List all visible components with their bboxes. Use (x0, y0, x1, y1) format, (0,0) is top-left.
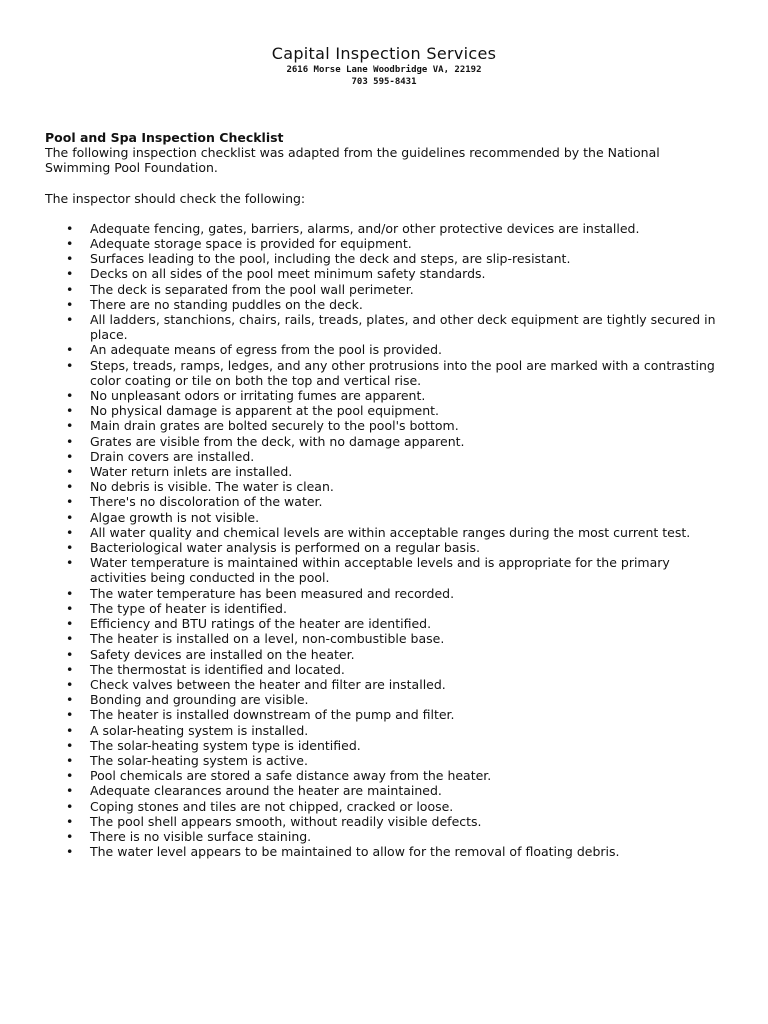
checklist-item (45, 312, 725, 342)
bullet-icon: • (66, 722, 74, 738)
bullet-icon: • (66, 509, 74, 525)
checklist-item (45, 297, 725, 312)
bullet-icon: • (66, 555, 74, 571)
checklist-item (45, 388, 725, 403)
document-title: Pool and Spa Inspection Checklist (45, 130, 284, 145)
checklist-item (45, 540, 725, 555)
checklist-item (45, 358, 725, 388)
checklist-item (45, 601, 725, 616)
bullet-icon: • (66, 752, 74, 768)
bullet-icon: • (66, 646, 74, 662)
bullet-icon: • (66, 494, 74, 510)
bullet-icon: • (66, 388, 74, 404)
bullet-icon: • (66, 676, 74, 692)
bullet-icon: • (66, 768, 74, 784)
checklist-item (45, 616, 725, 631)
checklist-item (45, 768, 725, 783)
checklist-item-text: The heater is installed on a level, non-combustible base. (90, 631, 445, 647)
checklist-item-text: Algae growth is not visible. (90, 509, 260, 525)
checklist-item-text: Check valves between the heater and filter are installed. (90, 676, 446, 692)
bullet-icon: • (66, 403, 74, 419)
checklist-item (45, 844, 725, 859)
bullet-icon: • (66, 737, 74, 753)
checklist-item-text: Drain covers are installed. (90, 448, 255, 464)
bullet-icon: • (66, 783, 74, 799)
checklist-item-text: The heater is installed downstream of the pump and filter. (90, 707, 455, 723)
checklist-item (45, 221, 725, 236)
checklist-item (45, 555, 725, 585)
bullet-icon: • (66, 828, 74, 844)
checklist-item-text: Efficiency and BTU ratings of the heater are identified. (90, 616, 432, 632)
checklist-item-text: Surfaces leading to the pool, including the deck and steps, are slip-resistant. (90, 251, 571, 267)
checklist-item (45, 510, 725, 525)
checklist-item-text: Coping stones and tiles are not chipped, cracked or loose. (90, 798, 454, 814)
lead-sentence: The inspector should check the following: (45, 190, 306, 206)
checklist-item (45, 403, 725, 418)
checklist-item (45, 707, 725, 722)
bullet-icon: • (66, 220, 74, 236)
checklist-item-text: Adequate fencing, gates, barriers, alarms, and/or other protective devices are installed. (90, 220, 640, 236)
checklist-item-text: All water quality and chemical levels are within acceptable ranges during the most current test. (90, 524, 691, 540)
checklist-item-text: All ladders, stanchions, chairs, rails, treads, plates, and other deck equipment are tightly secured in place. (90, 312, 716, 343)
document-body (45, 130, 725, 859)
checklist-item (45, 631, 725, 646)
bullet-icon: • (66, 616, 74, 632)
checklist-item (45, 236, 725, 251)
checklist-item-text: There is no visible surface staining. (90, 828, 312, 844)
checklist-item (45, 586, 725, 601)
checklist-item (45, 753, 725, 768)
checklist-item (45, 692, 725, 707)
checklist-item (45, 829, 725, 844)
checklist-item-text: Water return inlets are installed. (90, 464, 293, 480)
bullet-icon: • (66, 418, 74, 434)
checklist-item (45, 814, 725, 829)
checklist-item (45, 282, 725, 297)
checklist-item-text: Grates are visible from the deck, with no damage apparent. (90, 433, 465, 449)
checklist-item-text: The solar-heating system type is identified. (90, 737, 361, 753)
bullet-icon: • (66, 524, 74, 540)
checklist-item (45, 738, 725, 753)
bullet-icon: • (66, 296, 74, 312)
checklist-item-text: There's no discoloration of the water. (90, 494, 323, 510)
checklist-item-text: No unpleasant odors or irritating fumes are apparent. (90, 388, 426, 404)
checklist-item (45, 342, 725, 357)
checklist-item-text: The solar-heating system is active. (90, 752, 308, 768)
checklist-item (45, 449, 725, 464)
bullet-icon: • (66, 540, 74, 556)
bullet-icon: • (66, 312, 74, 328)
bullet-icon: • (66, 813, 74, 829)
bullet-icon: • (66, 844, 74, 860)
letterhead (0, 44, 768, 88)
bullet-icon: • (66, 661, 74, 677)
bullet-icon: • (66, 798, 74, 814)
inspection-checklist (45, 221, 725, 860)
checklist-item (45, 662, 725, 677)
company-name: Capital Inspection Services (271, 44, 497, 63)
checklist-item-text: Adequate storage space is provided for equipment. (90, 236, 412, 252)
checklist-item (45, 479, 725, 494)
bullet-icon: • (66, 600, 74, 616)
checklist-item-text: Steps, treads, ramps, ledges, and any other protrusions into the pool are marked with a contrasting color coating or tile on both the top and vertical rise. (90, 357, 715, 388)
checklist-item-text: Bacteriological water analysis is performed on a regular basis. (90, 540, 481, 556)
checklist-item (45, 434, 725, 449)
bullet-icon: • (66, 433, 74, 449)
checklist-item-text: An adequate means of egress from the pool is provided. (90, 342, 442, 358)
bullet-icon: • (66, 585, 74, 601)
checklist-item-text: A solar-heating system is installed. (90, 722, 309, 738)
checklist-item (45, 783, 725, 798)
checklist-item-text: The deck is separated from the pool wall perimeter. (90, 281, 414, 297)
bullet-icon: • (66, 236, 74, 252)
checklist-item (45, 418, 725, 433)
bullet-icon: • (66, 707, 74, 723)
checklist-item (45, 525, 725, 540)
checklist-item (45, 464, 725, 479)
checklist-item-text: No debris is visible. The water is clean. (90, 479, 334, 495)
company-address: 2616 Morse Lane Woodbridge VA, 22192 (286, 65, 482, 75)
bullet-icon: • (66, 251, 74, 267)
checklist-item (45, 494, 725, 509)
bullet-icon: • (66, 479, 74, 495)
checklist-item-text: Safety devices are installed on the heater. (90, 646, 355, 662)
intro-paragraph: The following inspection checklist was adapted from the guidelines recommended by the National Swimming Pool Foundation. (45, 145, 660, 176)
checklist-item (45, 799, 725, 814)
checklist-item-text: There are no standing puddles on the deck. (90, 296, 363, 312)
checklist-item-text: The water temperature has been measured and recorded. (90, 585, 455, 601)
checklist-item-text: The type of heater is identified. (90, 600, 287, 616)
bullet-icon: • (66, 357, 74, 373)
checklist-item (45, 251, 725, 266)
bullet-icon: • (66, 281, 74, 297)
bullet-icon: • (66, 692, 74, 708)
checklist-item (45, 723, 725, 738)
checklist-item-text: Bonding and grounding are visible. (90, 692, 309, 708)
checklist-item-text: Main drain grates are bolted securely to the pool's bottom. (90, 418, 459, 434)
checklist-item-text: The thermostat is identified and located. (90, 661, 345, 677)
bullet-icon: • (66, 464, 74, 480)
bullet-icon: • (66, 266, 74, 282)
checklist-item-text: The pool shell appears smooth, without readily visible defects. (90, 813, 482, 829)
checklist-item-text: No physical damage is apparent at the pool equipment. (90, 403, 440, 419)
checklist-item-text: The water level appears to be maintained to allow for the removal of floating debris. (90, 844, 620, 860)
checklist-item-text: Decks on all sides of the pool meet minimum safety standards. (90, 266, 486, 282)
checklist-item-text: Adequate clearances around the heater are maintained. (90, 783, 442, 799)
company-phone: 703 595-8431 (351, 77, 417, 87)
checklist-item (45, 647, 725, 662)
bullet-icon: • (66, 448, 74, 464)
checklist-item (45, 266, 725, 281)
checklist-item-text: Water temperature is maintained within acceptable levels and is appropriate for the primary activities being conducted in the pool. (90, 555, 670, 586)
checklist-item-text: Pool chemicals are stored a safe distance away from the heater. (90, 768, 492, 784)
bullet-icon: • (66, 342, 74, 358)
checklist-item (45, 677, 725, 692)
bullet-icon: • (66, 631, 74, 647)
